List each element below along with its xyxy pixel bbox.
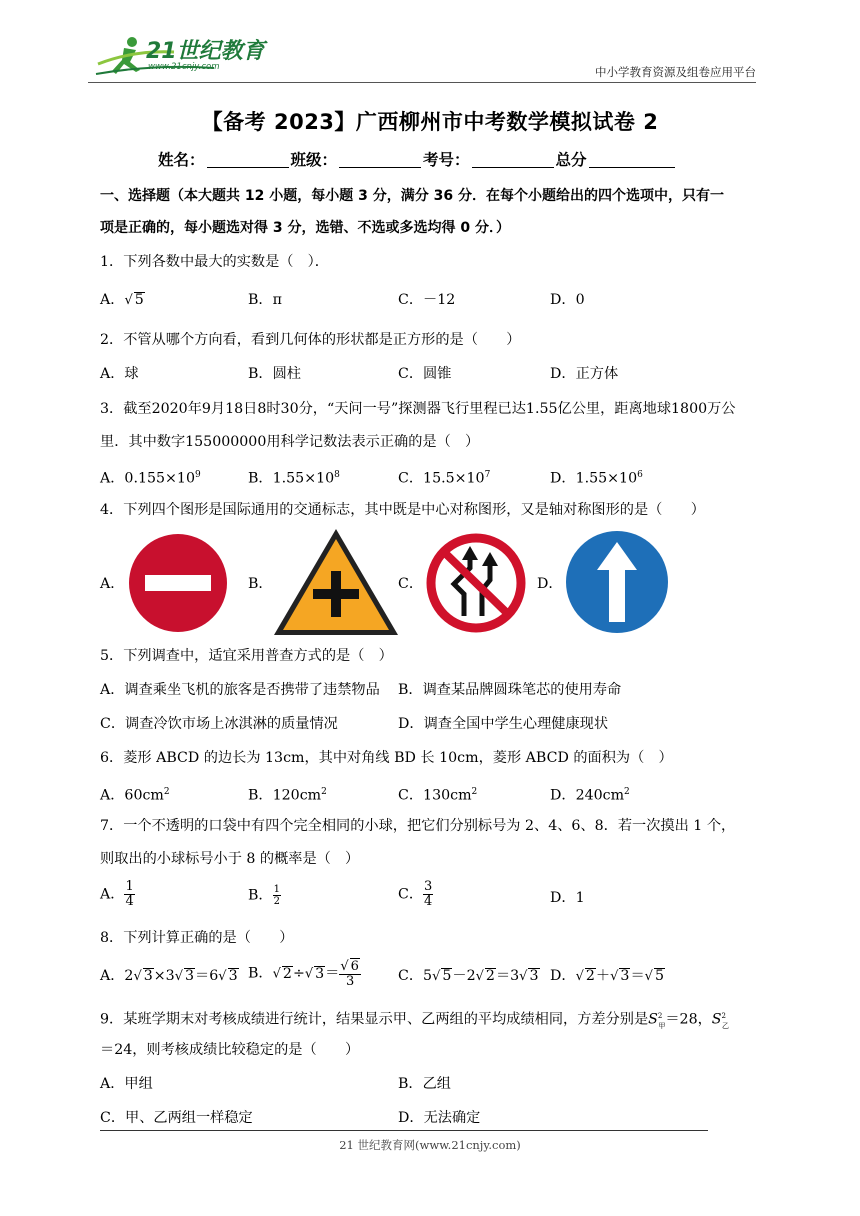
- q9-line1: 9．某班学期末对考核成绩进行统计，结果显示甲、乙两组的平均成绩相同，方差分别是$S^2_甲=28$，$S^2_乙$: [100, 1011, 729, 1030]
- brand-name: 21世纪教育: [146, 39, 265, 64]
- total-label: 总分: [555, 151, 587, 169]
- q3-option-a: A．$0.155\times 10^9$: [100, 470, 201, 487]
- q7-option-c: C． $\frac{3}{4}$: [398, 879, 433, 909]
- q6-stem: 6．菱形 ABCD 的边长为 13cm，其中对角线 BD 长 10cm，菱形 ABCD 的面积为（ ）: [100, 750, 673, 766]
- footer-divider: [100, 1130, 708, 1131]
- q6-option-c: C．$130cm^2$: [398, 787, 478, 804]
- q1-option-b: B．π: [248, 292, 282, 308]
- straight-ahead-sign-icon: [565, 530, 669, 634]
- brand-url: www.21cnjy.com: [148, 62, 220, 72]
- q3-option-c: C．$15.5\times 10^7$: [398, 470, 491, 487]
- q7-line1: 7．一个不透明的口袋中有四个完全相同的小球，把它们分别标号为 2、4、6、8．若一次摸出 1 个，: [100, 818, 736, 834]
- q3-line1: 3．截至2020年9月18日8时30分，“天问一号”探测器飞行里程已达1.55亿公里，距离地球1800万公: [100, 401, 736, 417]
- total-field[interactable]: [589, 151, 675, 168]
- q9-option-a: A．甲组: [100, 1076, 153, 1092]
- no-entry-sign-icon: [126, 533, 230, 633]
- q2-option-c: C．圆锥: [398, 366, 452, 382]
- q8-option-c: C．5√ 5－2√ 2＝3√ 3: [398, 968, 539, 984]
- number-field[interactable]: [472, 151, 554, 168]
- q7-line2: 则取出的小球标号小于 8 的概率是（ ）: [100, 851, 360, 867]
- q7-option-d: D．1: [550, 890, 585, 906]
- q4-label-d: D．: [537, 576, 563, 592]
- name-label: 姓名：: [158, 151, 205, 169]
- q8-option-b: B．√ 2÷√ 3＝ $\frac{√ 6}{3}$: [248, 959, 359, 989]
- q7-option-a: A． $\frac{1}{4}$: [100, 879, 134, 909]
- q9-option-d: D．无法确定: [398, 1110, 481, 1126]
- q2-option-d: D．正方体: [550, 366, 619, 382]
- q1-option-d: D．0: [550, 292, 585, 308]
- no-u-turn-sign-icon: [424, 532, 528, 634]
- q5-stem: 5．下列调查中，适宜采用普查方式的是（ ）: [100, 648, 393, 664]
- q5-option-a: A．调查乘坐飞机的旅客是否携带了违禁物品: [100, 682, 380, 698]
- q1-option-c: C．－12: [398, 292, 456, 308]
- q5-option-c: C．调查冷饮市场上冰淇淋的质量情况: [100, 716, 338, 732]
- q3-option-d: D．$1.55\times 10^6$: [550, 470, 643, 487]
- page-title: 【备考 2023】广西柳州市中考数学模拟试卷 2: [201, 110, 659, 134]
- q9-line2: ＝24，则考核成绩比较稳定的是（ ）: [100, 1042, 360, 1058]
- q4-label-b: B．: [248, 576, 273, 592]
- q5-option-b: B．调查某品牌圆珠笔芯的使用寿命: [398, 682, 622, 698]
- q9-option-b: B．乙组: [398, 1076, 451, 1092]
- number-label: 考号：: [423, 151, 470, 169]
- q8-option-d: D．√ 2＋√ 3＝√ 5: [550, 968, 664, 984]
- q2-option-b: B．圆柱: [248, 366, 301, 382]
- q6-option-a: A．$60cm^2$: [100, 787, 170, 804]
- q4-stem: 4．下列四个图形是国际通用的交通标志，其中既是中心对称图形，又是轴对称图形的是（ ）: [100, 502, 705, 518]
- crossroad-warning-sign-icon: [272, 527, 400, 637]
- header-divider: [88, 82, 756, 83]
- page-header: [88, 28, 756, 80]
- class-label: 班级：: [290, 151, 338, 169]
- q7-option-b: B． $\frac{1}{2}$: [248, 884, 280, 907]
- q1-option-a: A．√ 5: [100, 292, 144, 308]
- class-field[interactable]: [339, 151, 421, 168]
- q4-label-c: C．: [398, 576, 424, 592]
- q8-stem: 8．下列计算正确的是（ ）: [100, 930, 294, 946]
- q5-option-d: D．调查全国中学生心理健康现状: [398, 716, 609, 732]
- q6-option-d: D．$240cm^2$: [550, 787, 630, 804]
- q6-option-b: B．$120cm^2$: [248, 787, 327, 804]
- section-heading-line2: 项是正确的，每小题选对得 3 分，选错、不选或多选均得 0 分．）: [100, 220, 510, 236]
- q9-option-c: C．甲、乙两组一样稳定: [100, 1110, 253, 1126]
- section-heading-line1: 一、选择题（本大题共 12 小题，每小题 3 分，满分 36 分．在每个小题给出的四个选项中，只有一: [100, 188, 724, 204]
- student-info-row: [158, 148, 677, 170]
- q3-line2: 里．其中数字155000000用科学记数法表示正确的是（ ）: [100, 434, 480, 450]
- q2-stem: 2．不管从哪个方向看，看到几何体的形状都是正方形的是（ ）: [100, 332, 521, 348]
- page-footer: 21 世纪教育网(www.21cnjy.com): [339, 1138, 521, 1152]
- q3-option-b: B．$1.55\times 10^8$: [248, 470, 340, 487]
- q1-stem: 1．下列各数中最大的实数是（ ）．: [100, 254, 329, 270]
- platform-label: 中小学教育资源及组卷应用平台: [595, 65, 756, 79]
- q8-option-a: A．2√ 3×3√ 3＝6√ 3: [100, 968, 238, 984]
- name-field[interactable]: [207, 151, 289, 168]
- q4-label-a: A．: [100, 576, 125, 592]
- q2-option-a: A．球: [100, 366, 139, 382]
